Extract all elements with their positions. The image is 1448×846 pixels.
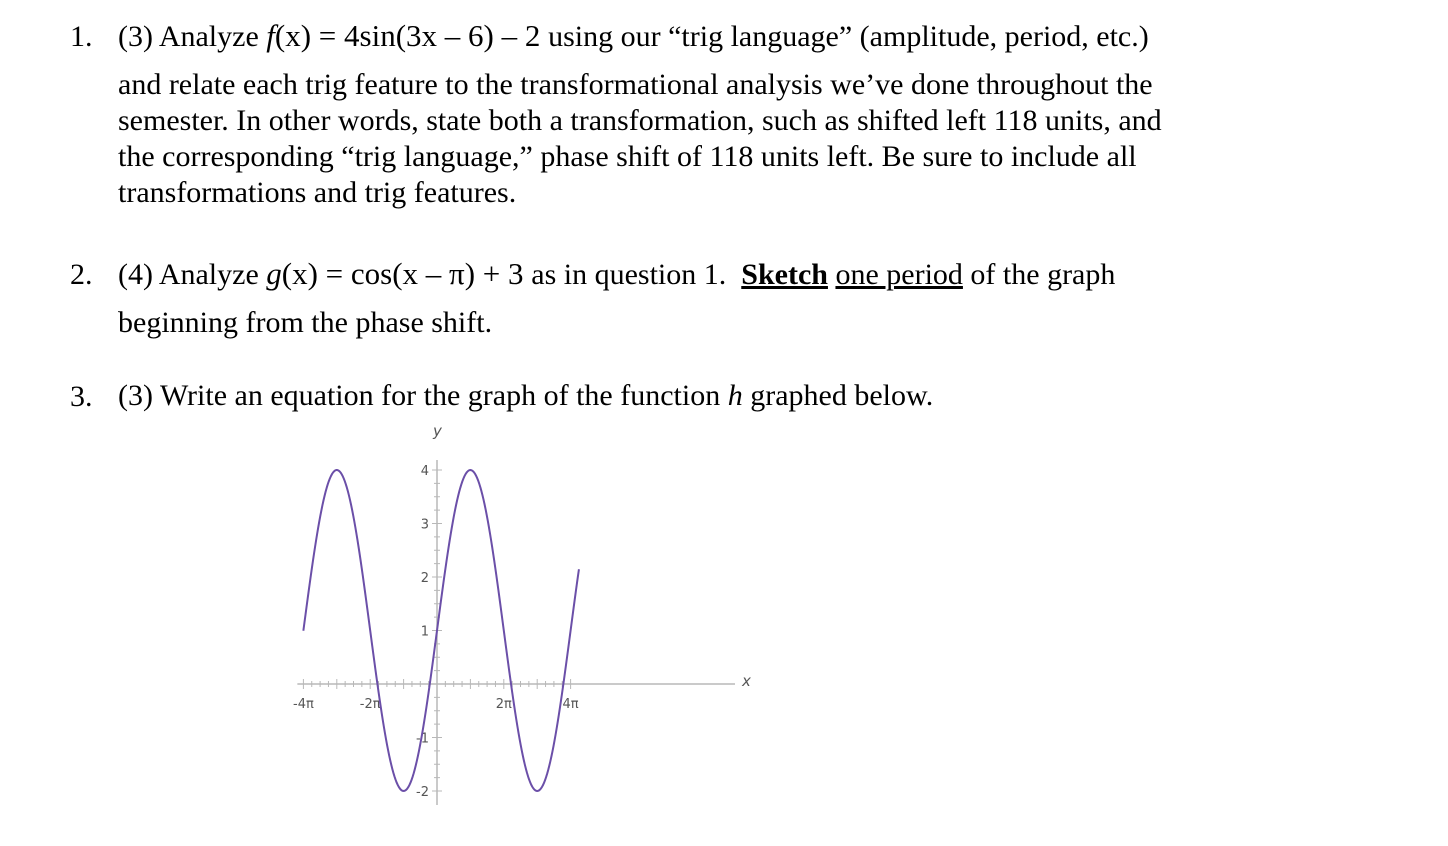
data-point — [478, 482, 480, 484]
data-point — [336, 469, 338, 471]
data-point — [378, 692, 380, 694]
data-point — [536, 790, 538, 792]
data-point — [344, 482, 346, 484]
data-point — [411, 778, 413, 780]
y-axis-label: y — [433, 422, 442, 440]
x-tick-label: 2π — [495, 697, 512, 712]
question-number: 3. — [70, 380, 93, 413]
data-point — [470, 469, 472, 471]
data-point — [495, 567, 497, 569]
question-1-line-2: and relate each trig feature to the transformational analysis we’ve done throughout the — [118, 68, 1153, 101]
data-point — [561, 692, 563, 694]
g-formula: g(x) = cos(x – π) + 3 — [266, 256, 524, 291]
data-point — [486, 516, 488, 518]
question-2-line-2: beginning from the phase shift. — [118, 306, 493, 339]
y-tick-label: -2 — [416, 785, 429, 800]
y-tick-label: 3 — [420, 517, 429, 533]
data-point — [545, 778, 547, 780]
graph-axes — [297, 422, 751, 805]
data-point — [353, 516, 355, 518]
question-2-line-1: (4) Analyze g(x) = cos(x – π) + 3 as in question 1. Sketch one period of the graph — [118, 256, 1116, 291]
y-tick-label: 1 — [420, 624, 429, 640]
data-point — [445, 567, 447, 569]
question-number: 1. — [70, 20, 93, 53]
y-tick-label: -1 — [416, 731, 429, 747]
question-1-line-4: the corresponding “trig language,” phase shift of 118 units left. Be sure to include all — [118, 140, 1137, 173]
x-tick-label: 4π — [562, 697, 579, 712]
data-point — [319, 516, 321, 518]
data-point — [428, 692, 430, 694]
one-period-emphasis: one period — [835, 258, 963, 291]
question-1-line-3: semester. In other words, state both a transformation, such as shifted left 118 units, and — [118, 104, 1162, 137]
x-tick-label: -4π — [293, 697, 314, 712]
data-point — [528, 778, 530, 780]
data-point — [403, 790, 405, 792]
question-number: 2. — [70, 258, 93, 291]
f-formula: f(x) = 4sin(3x – 6) – 2 — [266, 18, 541, 53]
y-tick-label: 2 — [420, 571, 429, 586]
data-point — [369, 630, 371, 632]
data-point — [578, 569, 580, 571]
data-point — [361, 567, 363, 569]
x-axis-label: x — [742, 672, 751, 690]
sketch-emphasis: Sketch — [741, 258, 828, 291]
x-tick-label: -2π — [359, 697, 381, 712]
data-point — [436, 630, 438, 632]
question-3-line-1: (3) Write an equation for the graph of the function h graphed below. — [118, 379, 934, 412]
data-point — [520, 743, 522, 745]
data-point — [394, 778, 396, 780]
data-point — [553, 743, 555, 745]
data-point — [303, 630, 305, 632]
data-point — [420, 743, 422, 745]
data-point — [386, 743, 388, 745]
y-tick-label: 4 — [420, 464, 429, 479]
data-point — [461, 482, 463, 484]
data-point — [311, 567, 313, 569]
data-point — [511, 692, 513, 694]
function-h-graph — [150, 420, 770, 820]
data-point — [453, 516, 455, 518]
question-1-line-1: (3) Analyze f(x) = 4sin(3x – 6) – 2 using our “trig language” (amplitude, period, etc.) — [118, 18, 1149, 53]
data-point — [503, 630, 505, 632]
data-point — [328, 482, 330, 484]
data-point — [570, 630, 572, 632]
question-1-line-5: transformations and trig features. — [118, 176, 517, 209]
